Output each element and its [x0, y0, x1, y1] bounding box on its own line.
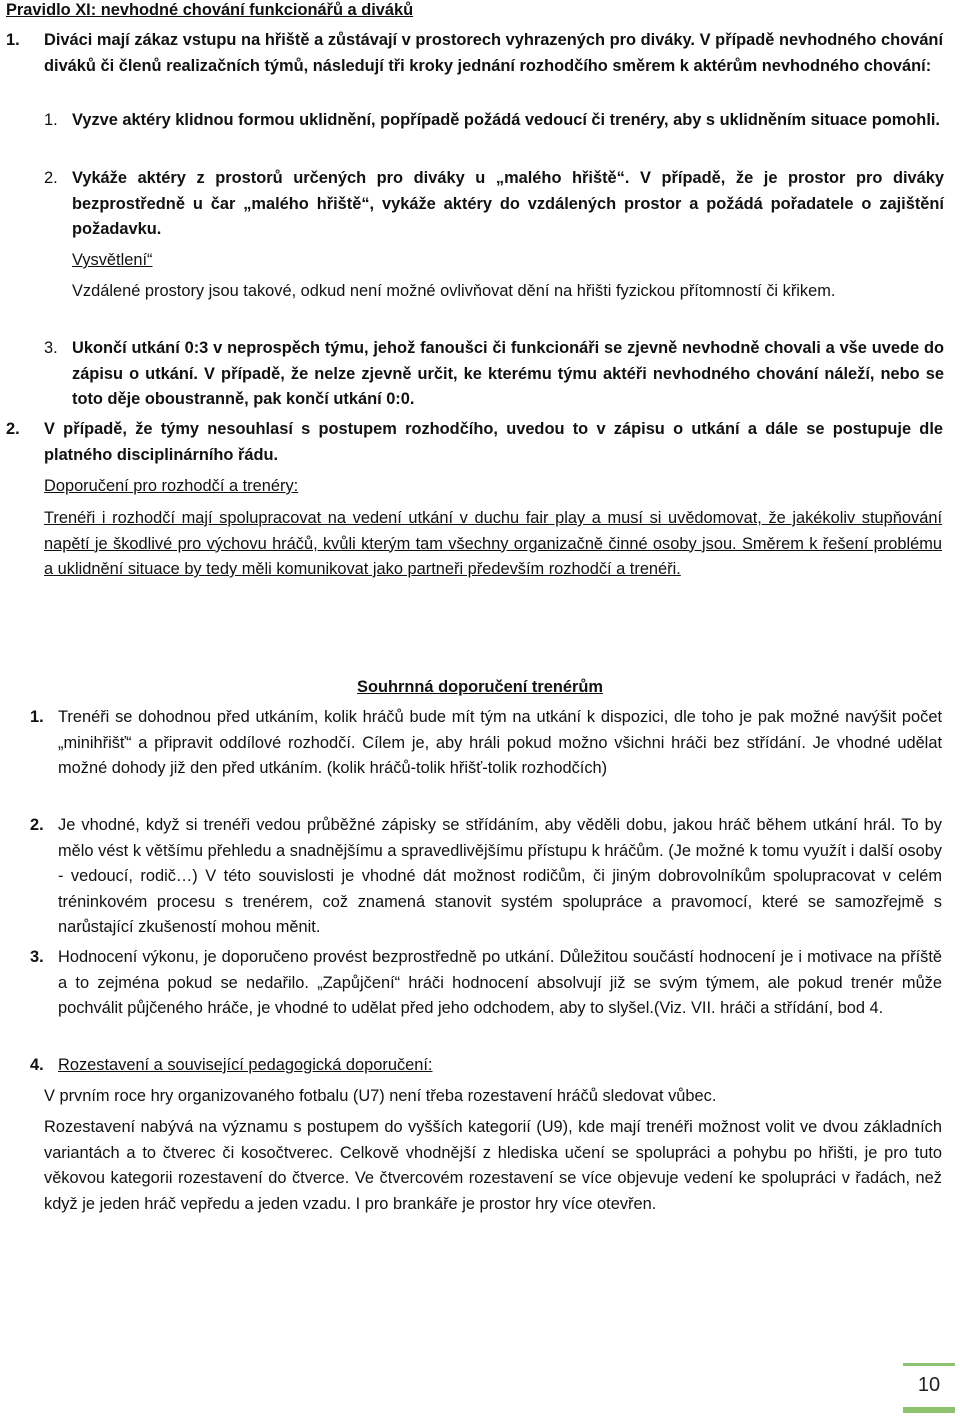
step-1-number: 1.	[44, 111, 58, 129]
section-title: Pravidlo XI: nevhodné chování funkcionářů a diváků	[6, 1, 414, 19]
rule-1-text: Diváci mají zákaz vstupu na hřiště a zůstávají v prostorech vyhrazených pro diváky. V případě nevhodného chování diváků či členů realizačních týmů, následují tři kroky jednání rozhodčího směrem k aktérům nevhodného chování:	[44, 31, 943, 75]
rule-1-number: 1.	[6, 31, 20, 49]
summary-item-2	[30, 813, 942, 941]
rule-2-number: 2.	[6, 420, 20, 438]
rule-2	[6, 417, 943, 468]
step-2-text: Vykáže aktéry z prostorů určených pro diváky u „malého hřiště“. V případě, že je prostor pro diváky bezprostředně u čar „malého hřiště“, vykáže aktéry do vzdálených prostor a požádá pořadatele o zajištění požadavku.	[72, 169, 944, 238]
summary-item-1-text: Trenéři se dohodnou před utkáním, kolik hráčů bude mít tým na utkání k dispozici, dle toho je pak možné navýšit počet „minihřišť“ a připravit oddílové rozhodčí. Cílem je, aby hráli pokud možno všichni hráči bez střídání. Je vhodné udělat možné dohody již den před utkáním. (kolik hráčů-tolik hřišť-tolik rozhodčích)	[58, 708, 942, 777]
summary-item-4-paragraph-2: Rozestavení nabývá na významu s postupem do vyšších kategorií (U9), kde mají trenéři možnost volit ve dvou základních variantách a to čtverec či kosočtverec. Celkově vhodnější z hlediska učení se spolupráci a pohybu po hřišti, je pro tuto věkovou kategorii rozestavení do čtverce. Ve čtvercovém rozestavení se více objevuje vedení ke spolupráci v řadách, než když je jeden hráč vepředu a jeden vzadu. I pro brankáře je prostor hry více otevřen.	[44, 1118, 942, 1213]
summary-item-1-number: 1.	[30, 708, 44, 726]
summary-item-4-paragraph-1: V prvním roce hry organizovaného fotbalu (U7) není třeba rozestavení hráčů sledovat vůbec.	[44, 1087, 717, 1105]
summary-item-3	[30, 945, 942, 1022]
summary-item-4-number: 4.	[30, 1056, 44, 1074]
summary-item-4-label: Rozestavení a související pedagogická doporučení:	[58, 1056, 433, 1074]
step-2-number: 2.	[44, 169, 58, 187]
explanation-label: Vysvětlení“	[72, 251, 153, 269]
recommendation-text: Trenéři i rozhodčí mají spolupracovat na vedení utkání v duchu fair play a musí si uvědomovat, že jakékoliv stupňování napětí je škodlivé pro výchovu hráčů, kvůli kterým tam všechny organizačně činné osoby jsou. Směrem k řešení problému a uklidnění situace by tedy měli komunikovat jako partneři především rozhodčí a trenéři.	[44, 509, 942, 578]
rule-2-text: V případě, že týmy nesouhlasí s postupem rozhodčího, uvedou to v zápisu o utkání a dále se postupuje dle platného disciplinárního řádu.	[44, 420, 943, 464]
summary-title: Souhrnná doporučení trenérům	[357, 678, 603, 696]
summary-item-3-number: 3.	[30, 948, 44, 966]
summary-item-3-text: Hodnocení výkonu, je doporučeno provést bezprostředně po utkání. Důležitou součástí hodnocení je i motivace na příště a to zejména pokud se nedařilo. „Zapůjčení“ hráči hodnocení absolvují již se svým týmem, ale pokud trenér může pochválit půjčeného hráče, je vhodné to udělat před jeho odchodem, aby to slyšel.(Viz. VII. hráči a střídání, bod 4.	[58, 948, 942, 1017]
summary-item-2-number: 2.	[30, 816, 44, 834]
summary-item-1	[30, 705, 942, 782]
footer-accent-bar	[903, 1407, 955, 1413]
rule-1	[6, 28, 943, 79]
step-1-text: Vyzve aktéry klidnou formou uklidnění, popřípadě požádá vedoucí či trenéry, aby s uklidněním situace pomohli.	[72, 111, 940, 129]
page-number: 10	[917, 1374, 941, 1396]
step-1	[44, 108, 944, 134]
step-3	[44, 336, 944, 413]
explanation-text: Vzdálené prostory jsou takové, odkud není možné ovlivňovat dění na hřišti fyzickou přítomností či křikem.	[72, 282, 836, 300]
step-3-number: 3.	[44, 339, 58, 357]
summary-item-2-text: Je vhodné, když si trenéři vedou průběžné zápisky se střídáním, aby věděli dobu, jakou hráč během utkání hrál. To by mělo vést k většímu přehledu a snadnějšímu a spravedlivějšímu přístupu k hráčům. (Je možné k tomu využít i další osoby - vedoucí, rodič…) V této souvislosti je vhodné dát možnost rodičům, či jiným dobrovolníkům spolupracovat v celém tréninkovém procesu s trenérem, což znamená stanovit systém spolupráce a pravomocí, které se samozřejmě s narůstající zkušeností mohou měnit.	[58, 816, 942, 936]
summary-item-4	[30, 1053, 942, 1079]
step-2	[44, 166, 944, 243]
footer-accent-line	[903, 1363, 955, 1366]
recommendation-label: Doporučení pro rozhodčí a trenéry:	[44, 477, 299, 495]
step-3-text: Ukončí utkání 0:3 v neprospěch týmu, jehož fanoušci či funkcionáři se zjevně nevhodně chovali a vše uvede do zápisu o utkání. V případě, že nelze zjevně určit, ke kterému týmu aktéři nevhodného chování náleží, nebo se toto děje oboustranně, pak končí utkání 0:0.	[72, 339, 944, 408]
